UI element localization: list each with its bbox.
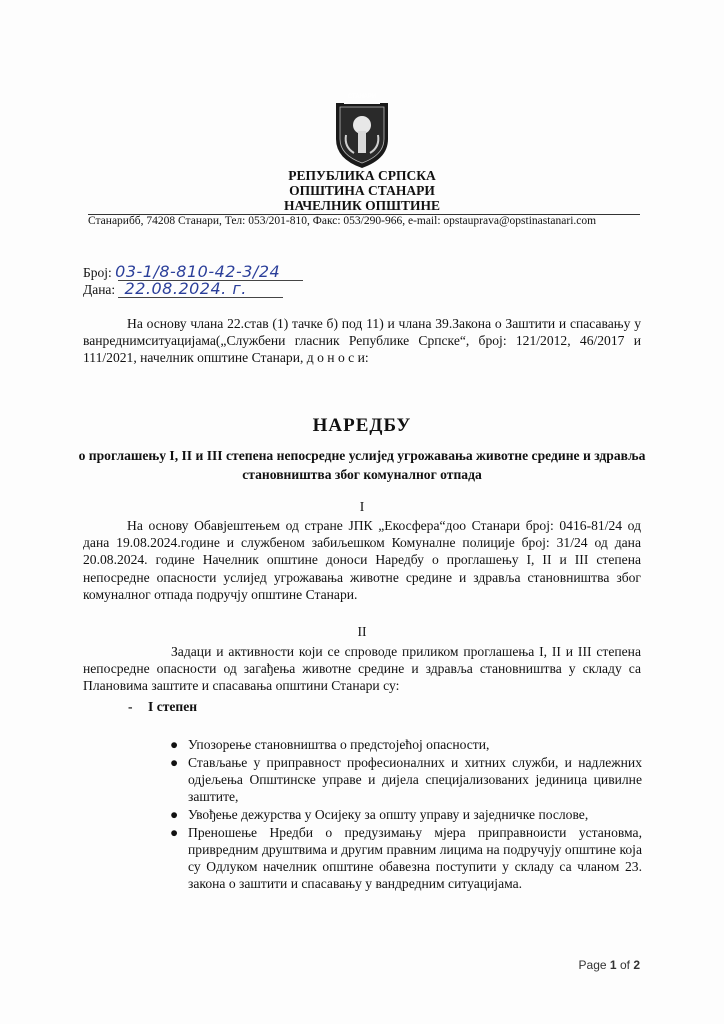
level-1-heading [128,699,197,715]
list-item: ● Упозорење становништва о предстојећој опасности, [170,737,490,752]
section-1-text: На основу Обавјештењем од стране ЈПК „Екосфера“доо Станари број: 0416-81/24 од дана 19.08.2024.године и службеном забиљешком Комуналне полиције број: 31/24 од дана 20.08.2024. године Начелник општине доноси Наредбу о проглашењу I, II и III степена непосредне опасности услијед угрожавања животне средине и здравља становништва због комуналног отпада подручју општине Станари. [83,518,641,602]
section-2-paragraph [83,643,641,695]
order-title: НАРЕДБУ [312,415,412,436]
level-1-task-list [170,736,642,893]
section-1-numeral: I [359,499,365,514]
preamble-text: На основу члана 22.став (1) тачке б) под 11) и члана 39.Закона о Заштити и спасавању у ванреднимситуацијама(„Службени гласник Републике Српске“, број: 121/2012, 46/2017 и 111/2021, начелник општине Станари, д о н о с и: [83,316,641,366]
document-date-underline [118,297,283,298]
section-2-text: Задаци и активности који се спроводе приликом проглашења I, II и III степена непосредне опасности од загађења животне средине и здравља становништва у складу са Плановима заштите и спасавања општини Станари су: [83,644,641,694]
level-1-label: I степен [148,699,198,714]
bullet-icon: ● [170,755,179,770]
header-contact-line: Станарибб, 74208 Станари, Тел: 053/201-810, Факс: 053/290-966, e-mail: opstauprava@opstinastanari.com [88,215,597,227]
crest-caption: СТАНАРИ [347,94,377,100]
list-item: ● Преношење Нредби о предузимању мјера приправноисти установма, привредним друштвима и другим правним лицима на подручују општине која су Одлуком начелник општине обавезна поступити у складу са чланом 23. закона о заштити и спасавању у вандредним ситуацијама. [170,825,642,891]
bullet-icon: ● [170,807,179,822]
level-1-dash: - [128,699,133,714]
header-republic: РЕПУБЛИКА СРПСКА [288,168,436,183]
preamble-paragraph [83,315,641,367]
page-number: Page 1 of 2 [578,958,640,972]
bullet-icon: ● [170,825,179,840]
document-number-value: 03-1/8-810-42-3/24 [115,262,281,281]
order-subtitle: о проглашењу I, II и III степена непосредне услијед угрожавања животне средине и здравља становништва због комуналног отпада [78,448,646,482]
list-item: ● Стављање у приправност професионалних и хитних служби, и надлежних одјељења Општинске управе и дијела специјализованих јединица цивилне заштите, [170,755,642,804]
section-1-paragraph [83,517,641,603]
header-mayor: НАЧЕЛНИК ОПШТИНЕ [284,198,440,213]
document-date-label: Дана: [83,282,116,297]
document-date-row [83,279,247,298]
municipal-coat-of-arms-icon [330,95,394,170]
document-date-value: 22.08.2024. г. [124,279,247,298]
header-municipality: ОПШТИНА СТАНАРИ [289,183,435,198]
document-number-label: Број: [83,265,112,280]
section-2-numeral: II [357,624,367,639]
list-item: ● Увођење дежурства у Осијеку за општу управу и заједничке послове, [170,807,589,822]
bullet-icon: ● [170,737,179,752]
